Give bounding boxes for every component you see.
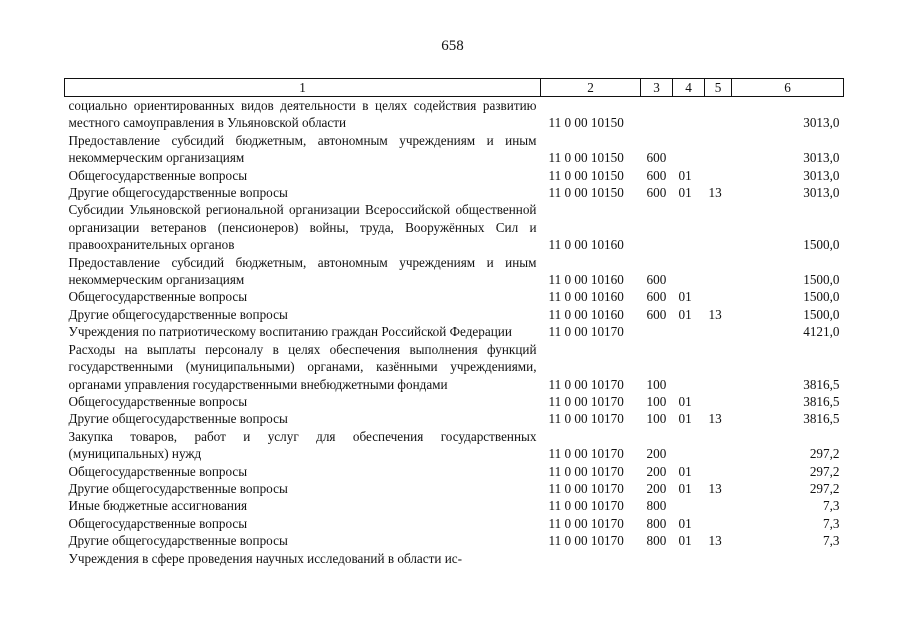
row-section: 01 [678,393,692,409]
row-section: 01 [678,411,692,427]
header-cell-vr: 3 [641,79,673,97]
row-expense-type: 600 [646,150,667,166]
row-subsection [705,254,732,289]
row-amount: 297,2 [809,446,840,462]
row-amount: 1500,0 [803,289,840,305]
row-amount: 1500,0 [803,237,840,253]
table-row [65,550,844,567]
row-expense-type [641,550,673,567]
row-amount: 7,3 [823,533,840,549]
row-subsection [705,323,732,340]
table-row [65,428,844,463]
row-subsection: 13 [708,533,722,549]
row-target-code: 11 0 00 10170 [548,411,624,427]
row-amount: 3816,5 [803,376,840,392]
row-target-code: 11 0 00 10170 [548,498,624,514]
table-row [65,97,844,132]
row-target-code [541,550,641,567]
row-expense-type: 200 [646,446,667,462]
row-expense-type: 600 [646,272,667,288]
table-row [65,410,844,427]
row-section: 01 [678,533,692,549]
row-amount: 1500,0 [803,306,840,322]
row-section [673,254,705,289]
row-expense-type [641,201,673,253]
row-subsection [705,515,732,532]
table-row [65,532,844,549]
row-subsection [705,393,732,410]
row-name: Предоставление субсидий бюджетным, автономным учреждениям и иным некоммерческим организациям [68,132,537,166]
row-target-code: 11 0 00 10160 [548,289,624,305]
row-expense-type: 800 [646,515,667,531]
row-amount: 3816,5 [803,411,840,427]
row-name: Предоставление субсидий бюджетным, автономным учреждениям и иным некоммерческим организациям [68,254,537,288]
row-target-code: 11 0 00 10170 [548,324,624,340]
row-name: Учреждения в сфере проведения научных исследований в области ис- [68,550,463,566]
table-body [65,97,844,567]
row-subsection: 13 [708,306,722,322]
row-section: 01 [678,515,692,531]
header-row [65,79,844,97]
row-expense-type: 800 [646,533,667,549]
row-amount: 3816,5 [803,393,840,409]
row-section: 01 [678,289,692,305]
row-amount [732,550,844,567]
row-amount: 7,3 [823,515,840,531]
row-target-code: 11 0 00 10170 [548,480,624,496]
row-amount: 297,2 [809,480,840,496]
row-amount: 3013,0 [803,115,840,131]
row-section [673,132,705,167]
row-section [673,341,705,393]
row-amount: 3013,0 [803,150,840,166]
row-section: 01 [678,480,692,496]
row-expense-type: 200 [646,480,667,496]
row-target-code: 11 0 00 10150 [548,150,624,166]
row-expense-type: 600 [646,167,667,183]
row-name: Субсидии Ульяновской региональной организации Всероссийской общественной организации ветеранов (пенсионеров) войны, труда, Вооружённых Сил и правоохранительных органов [68,202,537,253]
row-section: 01 [678,306,692,322]
row-subsection [705,132,732,167]
row-target-code: 11 0 00 10150 [548,115,624,131]
row-amount: 1500,0 [803,272,840,288]
row-name: Другие общегосударственные вопросы [68,411,288,427]
row-section [673,201,705,253]
header-cell-amount: 6 [732,79,844,97]
row-subsection [705,428,732,463]
header-cell-rz: 4 [673,79,705,97]
row-section: 01 [678,463,692,479]
row-target-code: 11 0 00 10150 [548,167,624,183]
table-row [65,515,844,532]
row-section [673,428,705,463]
row-expense-type: 100 [646,376,667,392]
row-expense-type: 100 [646,393,667,409]
row-name: Другие общегосударственные вопросы [68,533,288,549]
row-target-code: 11 0 00 10170 [548,533,624,549]
row-subsection: 13 [708,480,722,496]
row-name: Общегосударственные вопросы [68,289,248,305]
table-header [65,79,844,97]
row-subsection [705,201,732,253]
row-name: Другие общегосударственные вопросы [68,480,288,496]
row-target-code: 11 0 00 10170 [548,393,624,409]
row-name: Учреждения по патриотическому воспитанию граждан Российской Федерации [68,324,512,340]
table-row [65,288,844,305]
table-row [65,463,844,480]
header-cell-csr: 2 [541,79,641,97]
table-row [65,393,844,410]
row-expense-type: 600 [646,185,667,201]
row-section: 01 [678,167,692,183]
row-target-code: 11 0 00 10170 [548,463,624,479]
row-target-code: 11 0 00 10150 [548,185,624,201]
row-name: Общегосударственные вопросы [68,463,248,479]
row-expense-type: 100 [646,411,667,427]
row-name: Общегосударственные вопросы [68,167,248,183]
table-row [65,167,844,184]
row-name: Иные бюджетные ассигнования [68,498,248,514]
table-row [65,323,844,340]
table-row [65,497,844,514]
header-cell-pr: 5 [705,79,732,97]
row-amount: 297,2 [809,463,840,479]
row-target-code: 11 0 00 10170 [548,376,624,392]
row-subsection [705,288,732,305]
row-section [673,97,705,132]
row-target-code: 11 0 00 10170 [548,515,624,531]
row-amount: 3013,0 [803,167,840,183]
row-section [673,497,705,514]
row-name: социально ориентированных видов деятельности в целях содействия развитию местного самоуправления в Ульяновской области [68,98,537,131]
table-row [65,184,844,201]
row-subsection [705,463,732,480]
row-subsection [705,167,732,184]
row-subsection [705,97,732,132]
row-target-code: 11 0 00 10160 [548,306,624,322]
row-subsection [705,550,732,567]
table-row [65,201,844,253]
row-subsection: 13 [708,185,722,201]
row-target-code: 11 0 00 10160 [548,272,624,288]
row-subsection [705,341,732,393]
row-subsection: 13 [708,411,722,427]
row-target-code: 11 0 00 10160 [548,237,624,253]
row-expense-type: 800 [646,498,667,514]
row-expense-type [641,97,673,132]
row-expense-type: 200 [646,463,667,479]
row-name: Другие общегосударственные вопросы [68,185,288,201]
row-subsection [705,497,732,514]
row-expense-type [641,323,673,340]
table-row [65,254,844,289]
row-name: Общегосударственные вопросы [68,393,248,409]
table-row [65,132,844,167]
table-row [65,306,844,323]
row-expense-type: 600 [646,289,667,305]
row-amount: 3013,0 [803,185,840,201]
table-row [65,480,844,497]
row-section [673,550,705,567]
row-target-code: 11 0 00 10170 [548,446,624,462]
header-cell-name: 1 [65,79,541,97]
row-section [673,323,705,340]
row-name: Закупка товаров, работ и услуг для обеспечения государственных (муниципальных) нужд [68,428,537,462]
row-name: Общегосударственные вопросы [68,515,248,531]
page-number: 658 [441,38,464,54]
table-row [65,341,844,393]
row-expense-type: 600 [646,306,667,322]
budget-table [64,78,844,567]
row-name: Расходы на выплаты персоналу в целях обеспечения выполнения функций государственными (муниципальными) органами, казёнными учреждениями, органами управления государственными внебюджетными фондами [68,341,537,392]
row-amount: 7,3 [823,498,840,514]
row-amount: 4121,0 [803,324,840,340]
row-name: Другие общегосударственные вопросы [68,306,288,322]
row-section: 01 [678,185,692,201]
